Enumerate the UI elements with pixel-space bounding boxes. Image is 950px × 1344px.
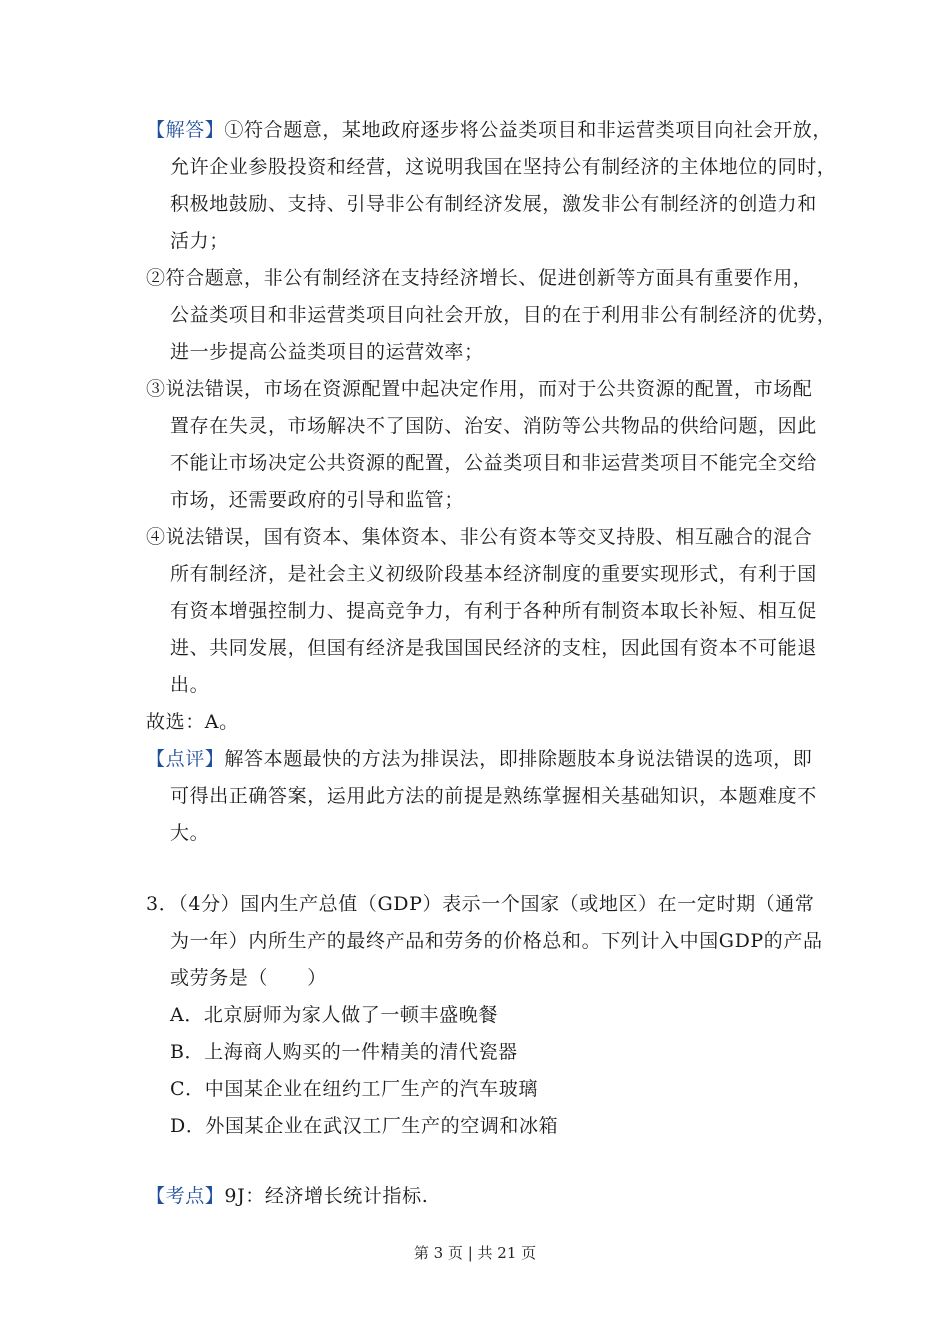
answer-text: 有资本增强控制力、提高竞争力，有利于各种所有制资本取长补短、相互促 [170,600,817,622]
answer-text: ③说法错误，市场在资源配置中起决定作用，而对于公共资源的配置，市场配 [146,378,813,400]
question-3-option-b: B．上海商人购买的一件精美的清代瓷器 [170,1041,518,1063]
answer-tag: 【解答】 [146,119,225,141]
answer-text: 不能让市场决定公共资源的配置，公益类项目和非运营类项目不能完全交给 [170,452,817,474]
comment-text: 解答本题最快的方法为排误法，即排除题肢本身说法错误的选项，即 [224,748,813,770]
answer-text: 活力； [170,230,229,252]
answer-text: 置存在失灵，市场解决不了国防、治安、消防等公共物品的供给问题，因此 [170,415,817,437]
answer-text: 进、共同发展，但国有经济是我国国民经济的支柱，因此国有资本不可能退 [170,637,817,659]
answer-text: 进一步提高公益类项目的运营效率； [170,341,484,363]
knowledge-point-text: 9J：经济增长统计指标. [224,1185,429,1207]
answer-text: ①符合题意，某地政府逐步将公益类项目和非运营类项目向社会开放， [224,119,833,141]
question-3-stem: 或劳务是（ ） [170,967,327,989]
knowledge-point-tag: 【考点】 [146,1185,225,1207]
page-footer: 第 3 页 | 共 21 页 [413,1244,537,1262]
comment-text: 可得出正确答案，运用此方法的前提是熟练掌握相关基础知识，本题难度不 [170,785,817,807]
answer-text: 积极地鼓励、支持、引导非公有制经济发展，激发非公有制经济的创造力和 [170,193,817,215]
answer-text: ④说法错误，国有资本、集体资本、非公有资本等交叉持股、相互融合的混合 [146,526,813,548]
comment-first-line [146,746,812,772]
answer-text: 允许企业参股投资和经营，这说明我国在坚持公有制经济的主体地位的同时， [170,156,837,178]
question-3-stem: 为一年）内所生产的最终产品和劳务的价格总和。下列计入中国GDP的产品 [170,930,823,952]
answer-text: 出。 [170,674,210,696]
question-3-option-c: C．中国某企业在纽约工厂生产的汽车玻璃 [170,1078,538,1100]
comment-tag: 【点评】 [146,748,225,770]
comment-text: 大。 [170,822,210,844]
answer-choice: 故选：A。 [146,711,239,733]
answer-first-line [146,117,832,143]
question-3-option-d: D．外国某企业在武汉工厂生产的空调和冰箱 [170,1115,559,1137]
answer-text: 所有制经济，是社会主义初级阶段基本经济制度的重要实现形式，有利于国 [170,563,817,585]
answer-text: ②符合题意，非公有制经济在支持经济增长、促进创新等方面具有重要作用， [146,267,813,289]
question-3-stem: 3．（4分）国内生产总值（GDP）表示一个国家（或地区）在一定时期（通常 [146,893,815,915]
answer-text: 市场，还需要政府的引导和监管； [170,489,465,511]
answer-text: 公益类项目和非运营类项目向社会开放，目的在于利用非公有制经济的优势， [170,304,837,326]
question-3-option-a: A．北京厨师为家人做了一顿丰盛晚餐 [170,1004,498,1026]
knowledge-point-line [146,1183,428,1209]
